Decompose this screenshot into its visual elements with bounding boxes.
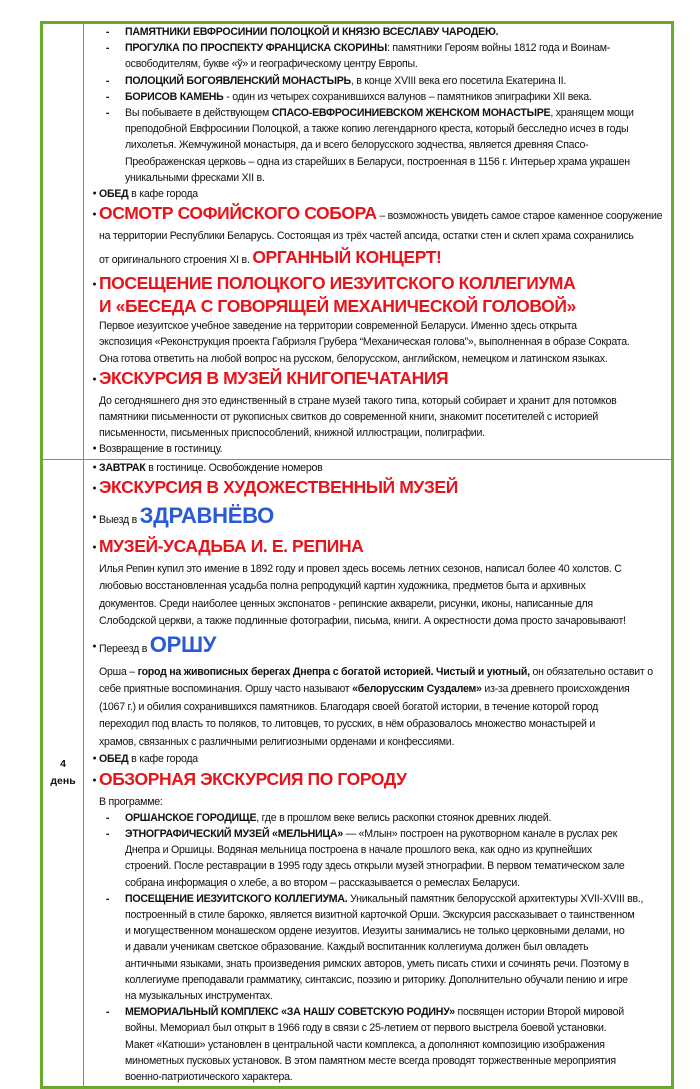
text-line: Слободской церкви, а также подлинные фотографии, письма, книги. А окрестности дома просто зачаровывают!: [99, 615, 626, 628]
item-text: коллегиуме преподавали грамматику, синтаксис, поэзию и риторику. Дополнительно обучали пению и игре: [125, 973, 628, 986]
dash-marker: -: [105, 892, 110, 905]
dash-item: [90, 40, 667, 72]
orsha-text: [90, 664, 667, 752]
repin-item: [90, 535, 667, 561]
dash-item: [90, 891, 667, 1004]
text-line: До сегодняшнего дня это единственный в стране музей такого типа, который собирает и хранит для потомков: [99, 394, 617, 407]
tour-item: [90, 768, 667, 794]
dash-marker: -: [105, 827, 110, 840]
text-span: Орша –: [99, 665, 138, 678]
text-line: экспозиция «Реконструкция проекта Габриэля Грубера “Механическая голова”», выполненная в образе Сократа.: [99, 336, 630, 349]
dash-item: [90, 105, 667, 186]
sofia-text-line3: [90, 245, 667, 272]
repin-text: [90, 561, 667, 631]
bullet-dot-icon: ●: [92, 375, 97, 383]
day-number: 4: [60, 757, 66, 770]
item-text: военно-патриотического характера.: [125, 1071, 293, 1084]
departure-text: Выезд в: [99, 513, 140, 526]
breakfast-title: ЗАВТРАК: [99, 461, 146, 474]
transfer-place: ОРШУ: [149, 631, 217, 657]
repin-heading: МУЗЕЙ-УСАДЬБА И. Е. РЕПИНА: [99, 535, 364, 556]
row1-content: [84, 24, 671, 459]
item-text: — «Млын» построен на рукотворном канале в руслах рек: [342, 827, 617, 840]
sofia-heading: ОСМОТР СОФИЙСКОГО СОБОРА: [99, 203, 377, 224]
day-word: день: [50, 774, 76, 787]
item-text: лихолетья. Жемчужиной монастыря, да и всего белорусского зодчества, является древняя Спасо-: [125, 139, 589, 152]
sofia-text: – возможность увидеть самое старое каменное сооружение: [376, 210, 663, 223]
dash-marker: -: [105, 26, 110, 38]
item-text: Уникальный памятник белорусской архитектуры XVII-XVIII вв.,: [347, 892, 644, 905]
lunch-title: ОБЕД: [99, 753, 129, 766]
text-line: [99, 664, 667, 682]
item-text: античными языками, знать произведения римских авторов, уметь писать стихи и сочинять речи. Поэтому в: [125, 957, 629, 970]
item-text: войны. Мемориал был открыт в 1966 году в связи с 25-летием от первого выстрела боевой установки.: [125, 1022, 607, 1035]
transfer-text: Переезд в: [99, 642, 150, 655]
itinerary-table: [40, 21, 674, 1089]
item-text: : памятники Героям войны 1812 года и Воинам-: [386, 42, 611, 55]
item-text: посвящен истории Второй мировой: [454, 1006, 624, 1019]
text-line: Илья Репин купил это имение в 1892 году и провел здесь восемь летних сезонов, написал более 40 холстов. С: [99, 562, 622, 575]
lunch-item: [90, 186, 667, 202]
item-title: ЭТНОГРАФИЧЕСКИЙ МУЗЕЙ «МЕЛЬНИЦА»: [125, 827, 343, 840]
concert-heading: ОРГАННЫЙ КОНЦЕРТ!: [252, 247, 442, 268]
bullet-dot-icon: ●: [92, 484, 97, 492]
row-2: [43, 459, 671, 1087]
dash-marker: -: [105, 811, 110, 824]
breakfast-item: [90, 460, 667, 476]
item-text: , где в прошлом веке велись раскопки стоянок древних людей.: [256, 811, 552, 824]
sofia-text: от оригинального строения XI в.: [99, 254, 253, 267]
departure-item: [90, 502, 667, 535]
item-title: МЕМОРИАЛЬНЫЙ КОМПЛЕКС «ЗА НАШУ СОВЕТСКУЮ РОДИНУ»: [125, 1006, 455, 1019]
item-text: - один из четырех сохранившихся валунов – памятников эпиграфики XII века.: [223, 90, 592, 103]
text-line: (1067 г.) и обилия сохранившихся памятников. Благодаря своей богатой истории, в течение которой город: [99, 700, 599, 713]
item-text: Макет «Катюши» установлен в центральной части комплекса, а дополняют композицию изображения: [125, 1038, 605, 1051]
text-span-bold: город на живописных берегах Днепра с богатой историей. Чистый и уютный,: [137, 665, 530, 678]
item-text: построенный в стиле барокко, является визитной карточкой Орши. Экскурсия рассказывает о таинственном: [125, 908, 635, 921]
art-museum-item: [90, 476, 667, 502]
return-text: Возвращение в гостиницу.: [99, 443, 223, 456]
lunch-item: [90, 751, 667, 767]
text-line: документов. Среди наиболее ценных экспонатов - репинские акварели, рисунки, иконы, написанные для: [99, 597, 593, 610]
bullet-dot-icon: ●: [92, 463, 97, 471]
item-title: ПОЛОЦКИЙ БОГОЯВЛЕНСКИЙ МОНАСТЫРЬ: [125, 74, 351, 87]
printing-text: [90, 393, 667, 442]
text-span-bold: «белорусским Суздалем»: [352, 683, 482, 696]
dash-item: [90, 810, 667, 826]
transfer-item: [90, 631, 667, 664]
tour-heading: ОБЗОРНАЯ ЭКСКУРСИЯ ПО ГОРОДУ: [99, 768, 407, 789]
collegium-text: [90, 318, 667, 367]
dash-item: [90, 1004, 667, 1085]
text-line: памятники письменности от рукописных свитков до современной книги, знакомит посетителей с историей: [99, 411, 599, 424]
item-title: СПАСО-ЕВФРОСИНИЕВСКОМ ЖЕНСКОМ МОНАСТЫРЕ: [271, 107, 551, 120]
sofia-item: [90, 202, 667, 228]
bullet-dot-icon: ●: [92, 211, 97, 219]
text-span: он обязательно оставит о: [529, 665, 653, 678]
item-title: ПОСЕЩЕНИЕ ИЕЗУИТСКОГО КОЛЛЕГИУМА.: [125, 892, 348, 905]
item-text: и могущественном монашеском ордене иезуитов. Иезуиты занимались не только церковными делами, но: [125, 925, 625, 938]
text-line: [99, 681, 667, 699]
row-1: [43, 24, 671, 459]
bullet-dot-icon: ●: [92, 445, 97, 453]
lunch-title: ОБЕД: [99, 188, 129, 201]
bullet-dot-icon: ●: [92, 642, 97, 650]
item-text: Вы побываете в действующем: [125, 107, 272, 120]
dash-item: [90, 89, 667, 105]
tour-intro: В программе:: [99, 795, 163, 808]
item-text: Преображенская церковь – одна из старейших в Беларуси, построенная в 1156 г. Интерьер храма украшен: [125, 155, 630, 168]
item-text: минометных пусковых установок. В этом памятном месте всегда проводят торжественные мероприятия: [125, 1054, 616, 1067]
bullet-dot-icon: ●: [92, 776, 97, 784]
item-text: преподобной Евфросинии Полоцкой, а также копию легендарного креста, который бесследно исчез в годы: [125, 123, 629, 136]
item-text: и давали ученикам светское образование. Каждый воспитанник коллегиума должен был овладеть: [125, 941, 589, 954]
collegium-item: [90, 272, 667, 318]
text-line: Первое иезуитское учебное заведение на территории современной Беларуси. Именно здесь открыта: [99, 320, 577, 333]
printing-item: [90, 367, 667, 393]
collegium-heading: ПОСЕЩЕНИЕ ПОЛОЦКОГО ИЕЗУИТСКОГО КОЛЛЕГИУМА: [99, 273, 576, 294]
item-text: уникальными фресками XII в.: [125, 171, 265, 184]
bullet-dot-icon: ●: [92, 281, 97, 289]
item-text: , в конце XVIII века его посетила Екатерина II.: [350, 74, 567, 87]
day-label: [50, 756, 75, 790]
item-title: ПРОГУЛКА ПО ПРОСПЕКТУ ФРАНЦИСКА СКОРИНЫ: [125, 42, 387, 55]
item-text: собрана информация о хлебе, а во втором – рассказывается о ремеслах Беларуси.: [125, 876, 520, 889]
bullet-dot-icon: ●: [92, 755, 97, 763]
departure-place: ЗДРАВНЁВО: [139, 502, 274, 528]
text-span: из-за древнего происхождения: [481, 683, 630, 696]
item-title: БОРИСОВ КАМЕНЬ: [125, 90, 224, 103]
dash-item: [90, 73, 667, 89]
item-text: Днепра и Оршицы. Водяная мельница построена в начале прошлого века, как одно из крупнейших: [125, 844, 592, 857]
day-column: [43, 24, 84, 459]
text-line: переходил под власть то поляков, то литовцев, то русских, в нём образовалось множество монастырей и: [99, 718, 596, 731]
text-line: Она готова ответить на любой вопрос на русском, белорусском, английском, немецком и латинском языках.: [99, 352, 608, 365]
bullet-dot-icon: ●: [92, 513, 97, 521]
dash-item: [90, 826, 667, 891]
sofia-text: на территории Республики Беларусь. Состоящая из трёх частей апсида, остатки стен и склеп храма сохранились: [99, 230, 634, 243]
lunch-text: в кафе города: [128, 188, 198, 201]
dash-marker: -: [105, 74, 110, 87]
dash-marker: -: [105, 90, 110, 103]
day-column: [43, 460, 84, 1087]
text-line: любовью восстановленная усадьба полна репродукций картин художника, предметов быта и архивных: [99, 580, 586, 593]
art-museum-heading: ЭКСКУРСИЯ В ХУДОЖЕСТВЕННЫЙ МУЗЕЙ: [99, 476, 458, 497]
text-span: себе приятные воспоминания. Оршу часто называют: [99, 683, 353, 696]
dash-item: [90, 24, 667, 40]
collegium-heading-2: И «БЕСЕДА С ГОВОРЯЩЕЙ МЕХАНИЧЕСКОЙ ГОЛОВОЙ»: [99, 296, 576, 317]
item-text: освободителям, букве «ў» и географическому центру Европы.: [125, 58, 418, 71]
bullet-dot-icon: ●: [92, 543, 97, 551]
breakfast-text: в гостинице. Освобождение номеров: [145, 461, 323, 474]
lunch-text: в кафе города: [128, 753, 198, 766]
item-text: строений. После реставрации в 1995 году здесь открыли музей этнографии. В первом тематическом зале: [125, 860, 625, 873]
printing-heading: ЭКСКУРСИЯ В МУЗЕЙ КНИГОПЕЧАТАНИЯ: [99, 367, 449, 388]
dash-marker: -: [105, 1006, 110, 1019]
item-title: ПАМЯТНИКИ ЕВФРОСИНИИ ПОЛОЦКОЙ И КНЯЗЮ ВСЕСЛАВУ ЧАРОДЕЮ.: [125, 26, 499, 38]
return-item: [90, 441, 667, 457]
item-title: ОРШАНСКОЕ ГОРОДИЩЕ: [125, 811, 257, 824]
text-line: письменности, письменных приспособлений, книжной иллюстрации, полиграфии.: [99, 427, 485, 440]
text-line: храмов, связанных с различными религиозными орденами и конфессиями.: [99, 735, 455, 748]
dash-marker: -: [105, 42, 110, 55]
item-text: на музыкальных инструментах.: [125, 990, 273, 1002]
bullet-dot-icon: ●: [92, 190, 97, 198]
row2-content: [84, 460, 671, 1087]
dash-marker: -: [105, 107, 110, 120]
item-text: , хранящем мощи: [550, 107, 634, 120]
